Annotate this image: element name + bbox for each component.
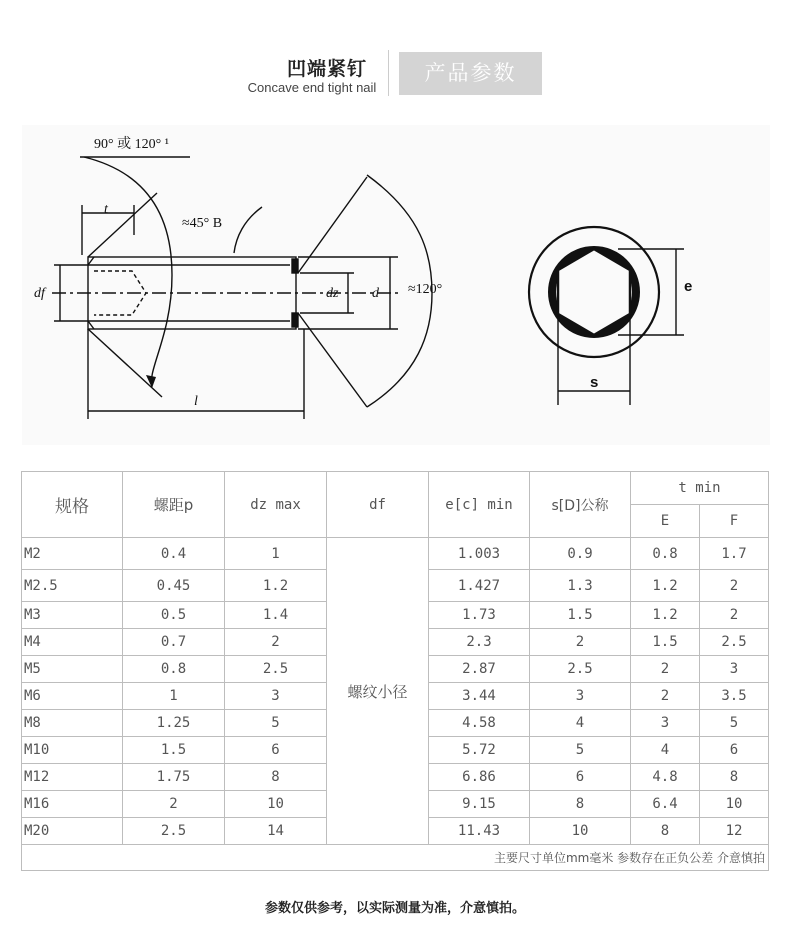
chamfer-left-top — [88, 257, 94, 265]
dz-cell: 10 — [225, 791, 327, 818]
screw-diagram-svg — [22, 125, 770, 445]
pitch-cell: 2.5 — [123, 818, 225, 845]
d-label: d — [372, 286, 379, 301]
e-min-cell: 1.427 — [429, 570, 530, 602]
s-cell: 0.9 — [530, 538, 631, 570]
point-right-bottom — [292, 313, 298, 327]
spec-cell: M5 — [22, 656, 123, 683]
e-min-cell: 4.58 — [429, 710, 530, 737]
diag-right-lower — [298, 313, 367, 407]
t-e-cell: 1.5 — [631, 629, 700, 656]
spec-cell: M4 — [22, 629, 123, 656]
dz-cell: 6 — [225, 737, 327, 764]
s-cell: 2.5 — [530, 656, 631, 683]
technical-drawing — [22, 125, 770, 445]
t-e-cell: 3 — [631, 710, 700, 737]
e-min-cell: 3.44 — [429, 683, 530, 710]
pitch-cell: 1 — [123, 683, 225, 710]
header-s: s[D]公称 — [530, 472, 631, 538]
spec-cell: M2.5 — [22, 570, 123, 602]
e-min-cell: 11.43 — [429, 818, 530, 845]
pitch-cell: 1.75 — [123, 764, 225, 791]
e-min-cell: 1.73 — [429, 602, 530, 629]
df-label: df — [34, 286, 45, 301]
t-f-cell: 2.5 — [700, 629, 769, 656]
e-label: e — [684, 278, 693, 295]
dz-cell: 3 — [225, 683, 327, 710]
t-e-cell: 8 — [631, 818, 700, 845]
l-label: l — [194, 394, 198, 409]
dz-cell: 1.2 — [225, 570, 327, 602]
pitch-cell: 1.5 — [123, 737, 225, 764]
spec-table-body — [22, 538, 769, 845]
t-e-cell: 2 — [631, 683, 700, 710]
table-note: 主要尺寸单位mm毫米 参数存在正负公差 介意慎拍 — [22, 845, 769, 871]
header-t-e: E — [631, 505, 700, 538]
dz-cell: 8 — [225, 764, 327, 791]
pitch-cell: 0.4 — [123, 538, 225, 570]
s-cell: 6 — [530, 764, 631, 791]
spec-cell: M8 — [22, 710, 123, 737]
s-cell: 2 — [530, 629, 631, 656]
diag-left-lower — [88, 329, 162, 397]
t-e-cell: 4.8 — [631, 764, 700, 791]
e-min-cell: 1.003 — [429, 538, 530, 570]
s-cell: 5 — [530, 737, 631, 764]
dz-cell: 1.4 — [225, 602, 327, 629]
s-cell: 1.3 — [530, 570, 631, 602]
diag-right-upper — [298, 177, 367, 273]
pitch-cell: 0.5 — [123, 602, 225, 629]
t-f-cell: 2 — [700, 602, 769, 629]
pitch-cell: 0.45 — [123, 570, 225, 602]
e-min-cell: 6.86 — [429, 764, 530, 791]
t-e-cell: 4 — [631, 737, 700, 764]
t-f-cell: 8 — [700, 764, 769, 791]
dz-cell: 2 — [225, 629, 327, 656]
angle-arc-left — [84, 157, 172, 387]
dz-cell: 14 — [225, 818, 327, 845]
s-cell: 8 — [530, 791, 631, 818]
chamfer-left-bottom — [88, 321, 94, 329]
product-title: 凹端紧钉 — [286, 58, 367, 80]
pitch-cell: 0.8 — [123, 656, 225, 683]
e-min-cell: 5.72 — [429, 737, 530, 764]
t-e-cell: 0.8 — [631, 538, 700, 570]
pitch-cell: 1.25 — [123, 710, 225, 737]
angle-45-label: ≈45° B — [182, 216, 223, 231]
product-title-english: Concave end tight nail — [247, 80, 377, 95]
spec-cell: M2 — [22, 538, 123, 570]
e-min-cell: 2.3 — [429, 629, 530, 656]
disclaimer-footer: 参数仅供参考，以实际测量为准，介意慎拍。 — [264, 901, 525, 916]
t-e-cell: 6.4 — [631, 791, 700, 818]
t-f-cell: 3.5 — [700, 683, 769, 710]
s-cell: 10 — [530, 818, 631, 845]
header-dz-max: dz max — [225, 472, 327, 538]
t-e-cell: 1.2 — [631, 602, 700, 629]
header-e-min: e[c] min — [429, 472, 530, 538]
angle-top-label: 90° 或 120° ¹ — [94, 137, 169, 152]
dz-cell: 5 — [225, 710, 327, 737]
page-header — [0, 50, 790, 96]
s-label: s — [590, 374, 599, 391]
t-f-cell: 3 — [700, 656, 769, 683]
header-pitch: 螺距p — [123, 472, 225, 538]
t-e-cell: 2 — [631, 656, 700, 683]
t-f-cell: 5 — [700, 710, 769, 737]
t-e-cell: 1.2 — [631, 570, 700, 602]
spec-cell: M16 — [22, 791, 123, 818]
angle-45-arrow — [234, 207, 262, 253]
s-cell: 4 — [530, 710, 631, 737]
pitch-cell: 2 — [123, 791, 225, 818]
s-cell: 1.5 — [530, 602, 631, 629]
spec-cell: M6 — [22, 683, 123, 710]
header-t-f: F — [700, 505, 769, 538]
diag-left-upper — [88, 193, 157, 257]
t-f-cell: 1.7 — [700, 538, 769, 570]
header-spec: 规格 — [22, 472, 123, 538]
point-right-top — [292, 259, 298, 273]
spec-cell: M12 — [22, 764, 123, 791]
header-divider — [388, 50, 389, 96]
dz-cell: 2.5 — [225, 656, 327, 683]
header-t-min: t min — [631, 472, 769, 505]
e-min-cell: 2.87 — [429, 656, 530, 683]
section-badge: 产品参数 — [399, 52, 542, 95]
dz-cell: 1 — [225, 538, 327, 570]
t-f-cell: 2 — [700, 570, 769, 602]
df-cell: 螺纹小径 — [327, 538, 429, 845]
spec-cell: M20 — [22, 818, 123, 845]
t-label: t — [104, 202, 108, 217]
s-cell: 3 — [530, 683, 631, 710]
table-row — [22, 538, 769, 570]
spec-cell: M10 — [22, 737, 123, 764]
spec-cell: M3 — [22, 602, 123, 629]
t-f-cell: 10 — [700, 791, 769, 818]
pitch-cell: 0.7 — [123, 629, 225, 656]
t-f-cell: 6 — [700, 737, 769, 764]
dz-label: dz — [326, 286, 339, 301]
t-f-cell: 12 — [700, 818, 769, 845]
angle-120-label: ≈120° — [408, 282, 443, 297]
spec-table — [21, 471, 769, 871]
e-min-cell: 9.15 — [429, 791, 530, 818]
header-df: df — [327, 472, 429, 538]
